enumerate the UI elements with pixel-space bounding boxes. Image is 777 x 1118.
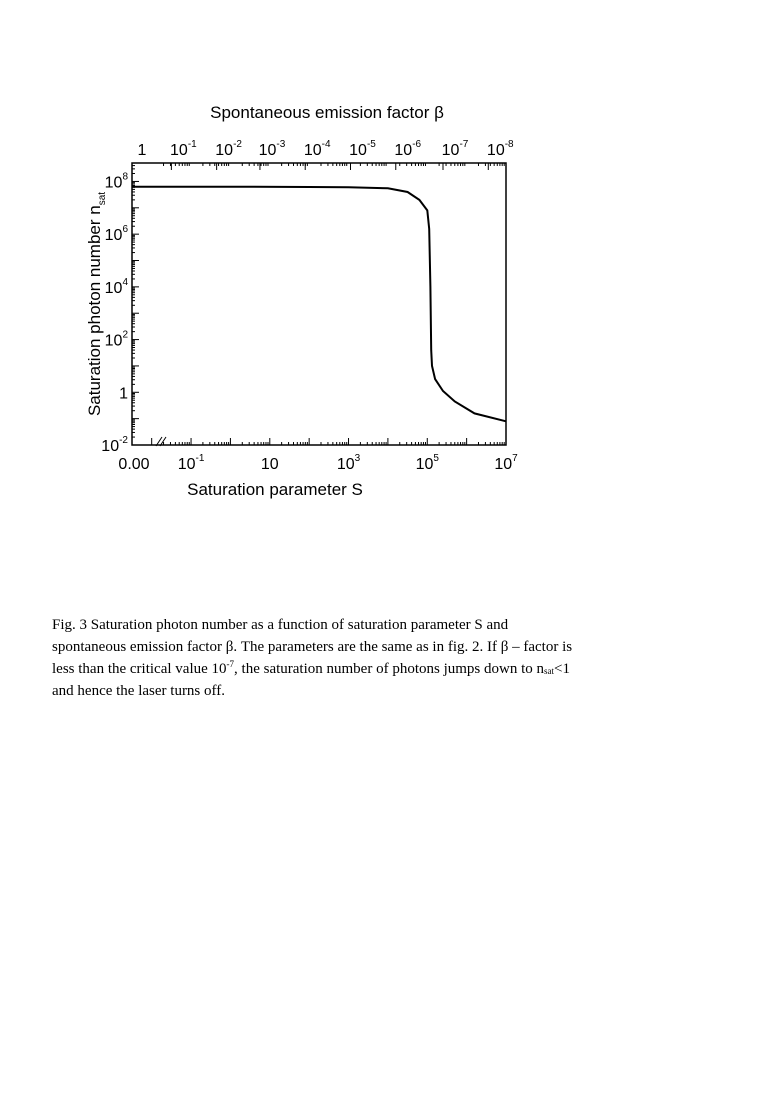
top-tick-label-base: 10: [394, 142, 413, 159]
top-tick-label: [394, 139, 421, 159]
x-tick-label-base: 10: [494, 456, 513, 473]
plot-frame: [132, 163, 506, 445]
y-tick-label-exp: 6: [122, 224, 128, 236]
top-tick-label-exp: -6: [412, 139, 422, 150]
caption-line-4: and hence the laser turns off.: [52, 683, 225, 699]
top-tick-label-base: 1: [137, 142, 147, 159]
top-tick-label-base: 10: [441, 142, 460, 159]
x-tick-label-base: 10: [177, 456, 196, 473]
x-tick-label-exp: 3: [354, 453, 361, 464]
caption-line-2: spontaneous emission factor β. The parameters are the same as in fig. 2. If β – factor is: [52, 639, 573, 655]
top-tick-label-base: 10: [215, 142, 234, 159]
top-tick-label: [259, 139, 286, 159]
y-tick-label-exp: -2: [119, 435, 128, 446]
x-tick-label: [416, 453, 440, 473]
caption-line-3b: , the saturation number of photons jumps down to n: [234, 661, 544, 677]
x-tick-label: [118, 456, 149, 473]
caption-line-3: [52, 658, 652, 680]
x-tick-label-exp: 5: [433, 453, 439, 464]
y-tick-label: [105, 224, 129, 244]
top-tick-label-exp: -3: [276, 139, 286, 150]
top-tick-label-exp: -4: [321, 139, 331, 150]
top-tick-label-exp: -5: [366, 139, 376, 150]
data-series-line: [132, 187, 506, 422]
x-tick-label-base: 10: [415, 456, 434, 473]
x-tick-label-exp: -1: [195, 453, 205, 464]
top-tick-label: [349, 139, 376, 159]
x-tick-label: [337, 453, 361, 473]
caption-line-3-sub: sat: [544, 666, 554, 676]
top-tick-label-exp: -7: [459, 139, 469, 150]
y-tick-label-base: 10: [104, 174, 123, 192]
top-tick-label-base: 10: [170, 142, 188, 159]
x-tick-label: [494, 453, 518, 473]
caption-line-3-sup: -7: [226, 659, 235, 669]
tick-marks: [132, 163, 506, 445]
top-tick-label: [138, 142, 147, 159]
top-tick-label: [304, 139, 331, 159]
y-tick-label-base: 10: [101, 438, 120, 455]
top-tick-label-exp: -1: [187, 139, 197, 150]
x-tick-label-exp: 7: [512, 453, 518, 464]
x-axis-label: Saturation parameter S: [187, 480, 363, 499]
top-tick-label-exp: -8: [504, 139, 514, 150]
y-tick-label-exp: 2: [122, 329, 128, 341]
y-axis-label-sub: sat: [97, 191, 108, 206]
y-axis-label: [85, 192, 108, 416]
top-tick-label: [215, 139, 242, 159]
top-tick-label-base: 10: [349, 142, 367, 159]
y-tick-label-base: 10: [104, 279, 123, 297]
y-tick-label: [105, 277, 129, 297]
caption-line-3a: less than the critical value 10: [52, 661, 227, 677]
x-tick-label: [261, 456, 279, 473]
y-tick-label-base: 10: [104, 332, 123, 350]
top-tick-label-base: 10: [258, 142, 277, 159]
top-tick-label: [170, 139, 197, 159]
x-tick-label-base: 0.00: [118, 456, 150, 473]
y-tick-label-base: 10: [104, 227, 123, 245]
top-tick-label: [442, 139, 469, 159]
figure-caption: [52, 614, 652, 702]
y-axis-label-base: Saturation photon number n: [85, 205, 104, 417]
y-tick-label: [105, 330, 129, 350]
y-tick-label: [105, 171, 129, 191]
top-tick-label-base: 10: [486, 142, 505, 159]
top-tick-label-exp: -2: [233, 139, 242, 150]
y-tick-label-base: 1: [119, 385, 128, 403]
x-tick-label-base: 10: [260, 456, 279, 473]
y-tick-label-exp: 4: [122, 276, 128, 288]
x-tick-label-base: 10: [336, 456, 355, 473]
y-tick-label: [101, 435, 128, 455]
tick-labels: [101, 139, 518, 473]
top-tick-label-base: 10: [303, 142, 322, 159]
y-tick-label-exp: 8: [122, 171, 128, 183]
chart-title: Spontaneous emission factor β: [210, 103, 444, 122]
caption-line-1: Fig. 3 Saturation photon number as a function of saturation parameter S and: [52, 617, 509, 633]
caption-line-3c: <1: [554, 661, 570, 677]
x-tick-label: [178, 453, 205, 473]
y-tick-label: [119, 385, 128, 402]
top-tick-label: [487, 139, 514, 159]
